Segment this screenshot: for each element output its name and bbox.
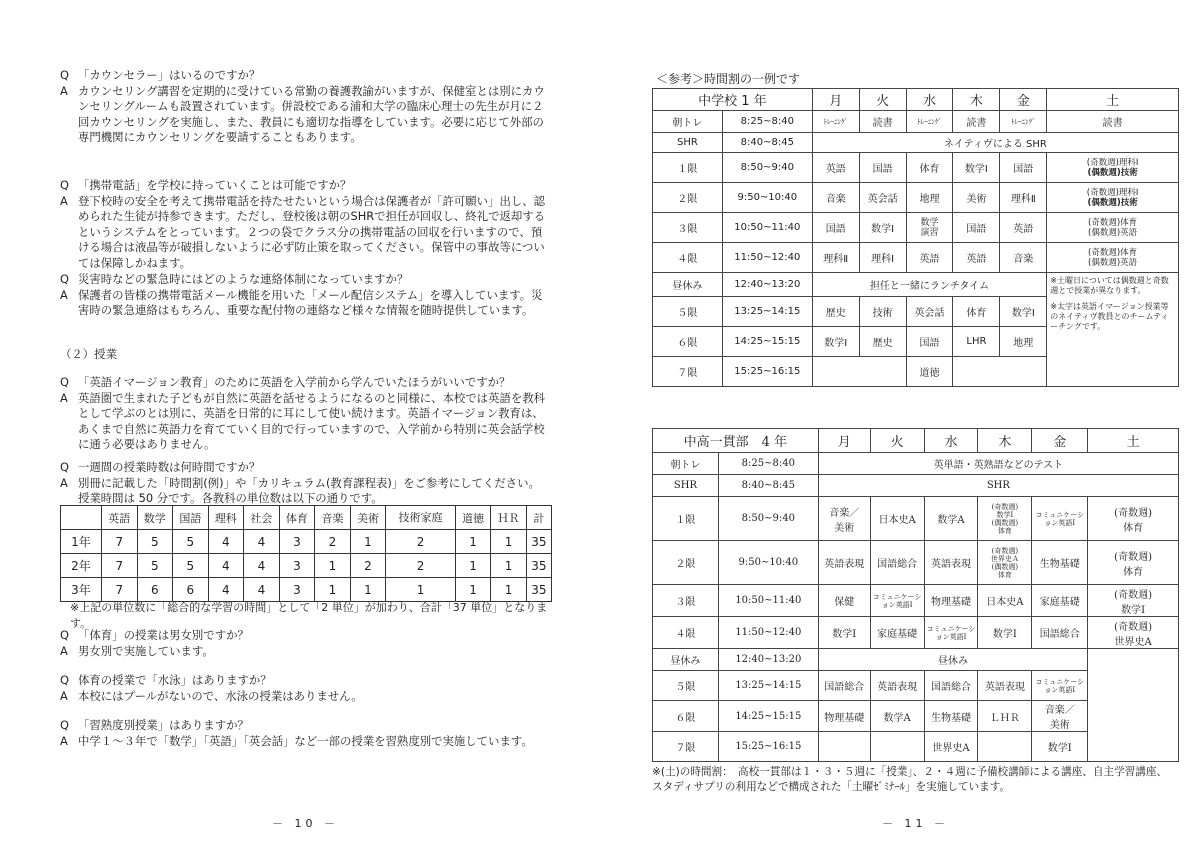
table-row: ３限 10:50~11:40 国語 数学Ⅰ 数学 演習 国語 英語 (奇数週)体育 (偶数週)英語 (653, 213, 1179, 243)
col-header: 道徳 (455, 506, 491, 530)
page-number: － 10 － (272, 817, 339, 830)
table-row: ３限 10:50~11:40 保健 コミュニケーション英語Ⅰ 物理基礎 日本史A 家庭基礎 (奇数週) 数学Ⅰ (653, 585, 1179, 617)
col-header: 国語 (173, 506, 209, 530)
qa-counselor: Q 「カウンセラー」はいるのですか？ A カウンセリング講習を定期的に受けている常勤の養護教諭がいますが、保健室とは別にカウンセリングルームも設置されています。併設校である浦和大学の臨床心理士の先生が月に２回カウンセリングを実施し、また、教員にも適切な指導をしています。必要に応じて外部の専門機関にカウンセリングを要請することもあります。 (60, 68, 550, 146)
qa-pe: Q 「体育」の授業は男女別ですか？ A 男女別で実施しています。 (60, 628, 550, 659)
table-row: ２限 9:50~10:40 英語表現 国語総合 英語表現 (奇数週) 世界史Ａ (偶数週) 体育 生物基礎 (奇数週) 体育 (653, 541, 1179, 585)
timetable-jh1 (652, 88, 1179, 387)
table-row: ７限 15:25~16:15 道徳 (653, 357, 1179, 387)
answer: 本校にはプールがないので、水泳の授業はありません。 (78, 688, 363, 703)
col-header: 英語 (102, 506, 138, 530)
table-header: 中高一貫部 4 年 月 火 水 木 金 土 (653, 429, 1179, 453)
question: 「携帯電話」を学校に持っていくことは可能ですか？ (78, 178, 352, 192)
answer: 別冊に記載した「時間割(例)」や「カリキュラム(教育課程表)」をご参考にしてください。授業時間は 50 分です。各教科の単位数は以下の通りです。 (78, 475, 540, 506)
question: 「英語イマージョン教育」のために英語を入学前から学んでいたほうがいいですか？ (78, 375, 511, 389)
col-header: 体育 (279, 506, 315, 530)
col-header: 音楽 (315, 506, 351, 530)
saturday-note: ※(土)の時間割： 高校一貫部は１・３・５週に「授業」、２・４週に予備校講師による講座、自主学習講座、スタディサプリの利用などで構成された「土曜ｾﾞﾐﾅｰﾙ」を実施しています。 (652, 766, 1168, 793)
table-row: SHR 8:40~8:45 SHR (653, 475, 1179, 497)
col-header: 美術 (350, 506, 386, 530)
timetable-hs4 (652, 428, 1179, 762)
table-row: ４限 11:50~12:40 数学Ⅰ 家庭基礎 コミュニケーション英語Ⅰ 数学Ⅰ 国語総合 (奇数週) 世界史A (653, 617, 1179, 649)
answer: 保護者の皆様の携帯電話メール機能を用いた「メール配信システム」を導入しています。災害時の緊急連絡はもちろん、重要な配付物の連絡など様々な情報を随時提供しています。 (78, 287, 543, 318)
table-row: １限 8:50~9:40 英語 国語 体育 数学Ⅰ 国語 (奇数週)理科Ⅰ (偶数週)技術 (653, 153, 1179, 183)
units-table (60, 505, 552, 602)
qa-phone: Q 「携帯電話」を学校に持っていくことは可能ですか？ A 登下校時の安全を考えて携帯電話を持たせたいという場合は保護者が「許可願い」出し、認められた生徒が持参できます。ただし、登校後は朝のSHRで担任が回収し、終礼で返却するというシステムをとっています。２つの袋でクラス分の携帯電話の回収を行いますので、預ける場合は液晶等が破損しないように必ず防止策を取ってください。保管中の事故等については保障しかねます。 (60, 178, 550, 272)
table-row: 1年 7 5 5 4 4 3 2 1 2 1 1 35 (61, 530, 552, 554)
qa-hours: Q 一週間の授業時数は何時間ですか？ A 別冊に記載した「時間割(例)」や「カリキュラム(教育課程表)」をご参考にしてください。授業時間は 50 分です。各教科の単位数は以下の通りです。 (60, 460, 550, 507)
table-row: ７限 15:25~16:15 世界史A 数学Ⅰ (653, 732, 1179, 762)
table-row: 2年 7 5 5 4 4 3 1 2 2 1 1 35 (61, 554, 552, 578)
col-header: ＨＲ (491, 506, 527, 530)
table-row: 朝トレ 8:25~8:40 ﾄﾚｰﾆﾝｸﾞ 読書 ﾄﾚｰﾆﾝｸﾞ 読書 ﾄﾚｰﾆﾝｸﾞ 読書 (653, 111, 1179, 133)
col-header: 数学 (137, 506, 173, 530)
table-row: ６限 14:25~15:15 数学Ⅰ 歴史 国語 LHR 地理 (653, 327, 1179, 357)
qa-swimming: Q 体育の授業で「水泳」はありますか？ A 本校にはプールがないので、水泳の授業はありません。 (60, 673, 550, 704)
col-header: 社会 (244, 506, 280, 530)
question: 体育の授業で「水泳」はありますか？ (78, 673, 272, 687)
table-row: ５限 13:25~14:15 歴史 技術 英会話 体育 数学Ⅰ (653, 297, 1179, 327)
question: 「体育」の授業は男女別ですか？ (78, 628, 249, 642)
question: 「習熟度別授業」はありますか？ (78, 718, 249, 732)
qa-level: Q 「習熟度別授業」はありますか？ A 中学１～３年で「数学」「英語」「英会話」など一部の授業を習熟度別で実施しています。 (60, 718, 550, 749)
table-row: ５限 13:25~14:15 国語総合 英語表現 国語総合 英語表現 コミュニケーション英語Ⅰ (653, 671, 1179, 701)
answer: 登下校時の安全を考えて携帯電話を持たせたいという場合は保護者が「許可願い」出し、認められた生徒が持参できます。ただし、登校後は朝のSHRで担任が回収し、終礼で返却するというシステムをとっています。２つの袋でクラス分の携帯電話の回収を行いますので、預ける場合は液晶等が破損しないように必ず防止策を取ってください。保管中の事故等については保障しかねます。 (78, 193, 546, 270)
question: 一週間の授業時数は何時間ですか？ (78, 460, 261, 474)
page-number: － 11 － (882, 817, 949, 830)
table-row: ４限 11:50~12:40 理科Ⅱ 理科Ⅰ 英語 英語 音楽 (奇数週)体育 (偶数週)英語 (653, 243, 1179, 273)
col-header: 技術家庭 (386, 506, 456, 530)
table-row: ２限 9:50~10:40 音楽 英会話 地理 美術 理科Ⅱ (奇数週)理科Ⅰ (偶数週)技術 (653, 183, 1179, 213)
col-header: 計 (526, 506, 551, 530)
qa-emergency: Q 災害時などの緊急時にはどのような連絡体制になっていますか？ A 保護者の皆様の携帯電話メール機能を用いた「メール配信システム」を導入しています。災害時の緊急連絡はもちろん、重要な配付物の連絡など様々な情報を随時提供しています。 (60, 272, 550, 319)
table-row: 昼休み 12:40~13:20 担任と一緒にランチタイム ※土曜日については偶数週と奇数週とで授業が異なります。 ※太字は英語イマージョン授業等のネイティヴ教員とのチームティーチングです。 (653, 273, 1179, 297)
table-header: 中学校 1 年 月 火 水 木 金 土 (653, 89, 1179, 111)
answer: 男女別で実施しています。 (78, 643, 214, 658)
timetable-note: ※土曜日については偶数週と奇数週とで授業が異なります。 ※太字は英語イマージョン授業等のネイティヴ教員とのチームティーチングです。 (1047, 273, 1179, 387)
table-row: SHR 8:40~8:45 ネイティヴによる SHR (653, 133, 1179, 153)
answer: 中学１～３年で「数学」「英語」「英会話」など一部の授業を習熟度別で実施しています。 (78, 733, 533, 748)
units-header-row (61, 506, 552, 530)
question: 「カウンセラー」はいるのですか？ (78, 68, 261, 82)
table-row: 朝トレ 8:25~8:40 英単語・英熟語などのテスト (653, 453, 1179, 475)
answer: 英語圏で生まれた子どもが自然に英語を話せるようになるのと同様に、本校では英語を教科として学ぶのとは別に、英語を日常的に耳にして使い続けます。英語イマージョン教育は、あくまで自然に英語力を育てていく目的で行っていますので、入学前から特別に英会話学校に通う必要はありません。 (78, 390, 546, 452)
table-row: １限 8:50~9:40 音楽／ 美術 日本史A 数学A (奇数週) 数学Ⅰ (偶数週) 体育 コミュニケーション英語Ⅰ (奇数週) 体育 (653, 497, 1179, 541)
timetable-caption: ＜参考＞時間割の一例です (656, 72, 801, 86)
section-heading: （２）授業 (60, 347, 117, 361)
table-row: 3年 7 6 6 4 4 3 1 1 1 1 1 35 (61, 578, 552, 602)
right-page (600, 0, 1200, 849)
table-row: ６限 14:25~15:15 物理基礎 数学A 生物基礎 ＬＨＲ 音楽／ 美術 (653, 701, 1179, 732)
qa-immersion: Q 「英語イマージョン教育」のために英語を入学前から学んでいたほうがいいですか？ A 英語圏で生まれた子どもが自然に英語を話せるようになるのと同様に、本校では英語を教科として学ぶのとは別に、英語を日常的に耳にして使い続けます。英語イマージョン教育は、あくまで自然に英語力を育てていく目的で行っていますので、入学前から特別に英会話学校に通う必要はありません。 (60, 375, 550, 453)
units-note: ※上記の単位数に「総合的な学習の時間」として「2 単位」が加わり、合計「37 単位」となります。 (70, 601, 548, 630)
col-header: 理科 (208, 506, 244, 530)
table-row: 昼休み 12:40~13:20 昼休み (653, 649, 1179, 671)
question: 災害時などの緊急時にはどのような連絡体制になっていますか？ (78, 272, 409, 286)
answer: カウンセリング講習を定期的に受けている常勤の養護教諭がいますが、保健室とは別にカウンセリングルームも設置されています。併設校である浦和大学の臨床心理士の先生が月に２回カウンセリングを実施し、また、教員にも適切な指導をしています。必要に応じて外部の専門機関にカウンセリングを要請することもあります。 (78, 83, 545, 145)
